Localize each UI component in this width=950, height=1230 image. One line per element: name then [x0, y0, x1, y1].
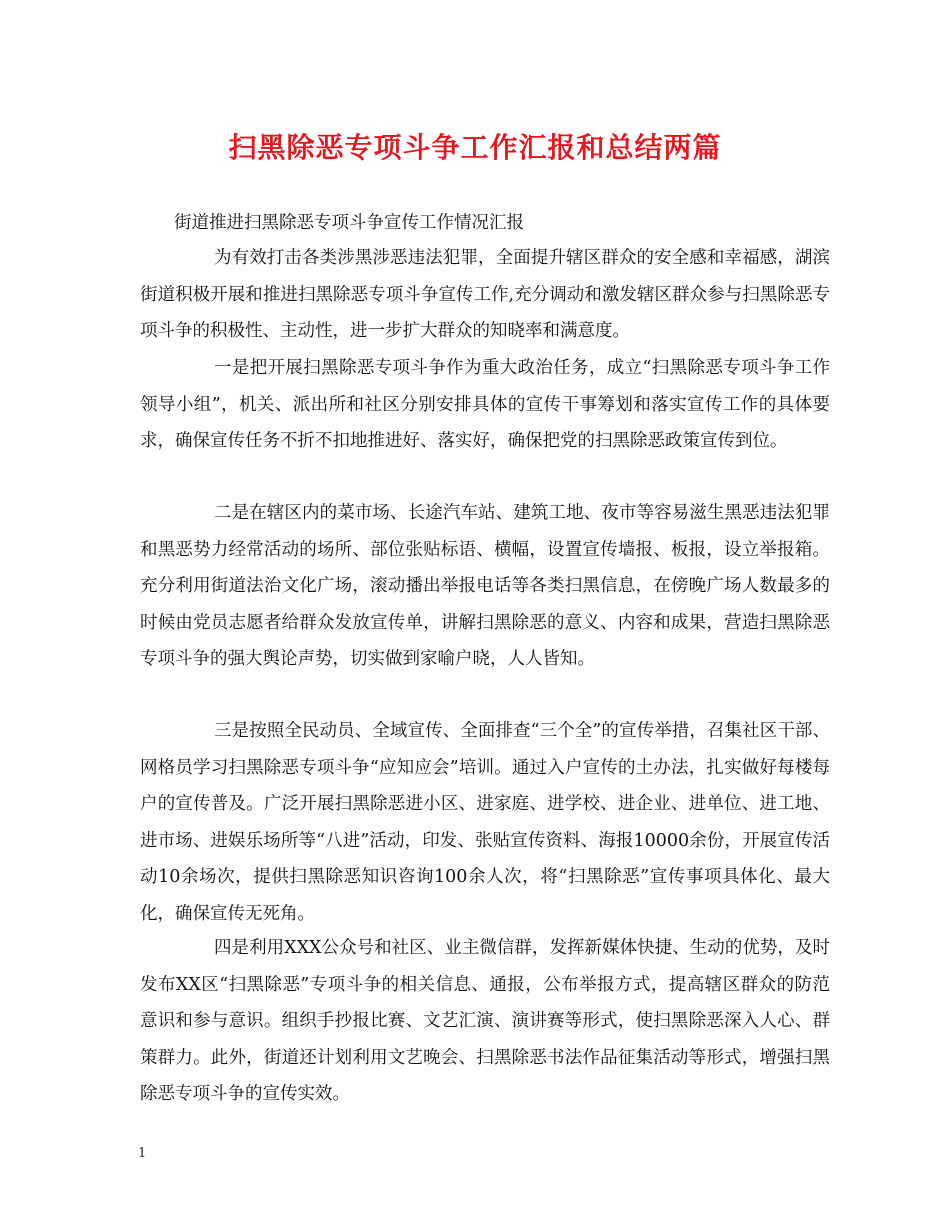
- paragraph-two: 二是在辖区内的菜市场、长途汽车站、建筑工地、夜市等容易滋生黑恶违法犯罪和黑恶势力经常活动的场所、部位张贴标语、横幅，设置宣传墙报、板报，设立举报箱。充分利用街道法治文化广场，滚动播出举报电话等各类扫黑信息，在傍晚广场人数最多的时候由党员志愿者给群众发放宣传单，讲解扫黑除恶的意义、内容和成果，营造扫黑除恶专项斗争的强大舆论声势，切实做到家喻户晓，人人皆知。: [140, 503, 830, 669]
- report-subtitle: 街道推进扫黑除恶专项斗争宣传工作情况汇报: [174, 213, 524, 233]
- paragraph-four: 四是利用XXX公众号和社区、业主微信群，发挥新媒体快捷、生动的优势，及时发布XX区“扫黑除恶”专项斗争的相关信息、通报，公布举报方式，提高辖区群众的防范意识和参与意识。组织手抄报比赛、文艺汇演、演讲赛等形式，使扫黑除恶深入人心、群策群力。此外，街道还计划利用文艺晚会、扫黑除恶书法作品征集活动等形式，增强扫黑除恶专项斗争的宣传实效。: [140, 938, 830, 1104]
- paragraph-intro: 为有效打击各类涉黑涉恶违法犯罪，全面提升辖区群众的安全感和幸福感，湖滨街道积极开展和推进扫黑除恶专项斗争宣传工作,充分调动和激发辖区群众参与扫黑除恶专项斗争的积极性、主动性，进一步扩大群众的知晓率和满意度。: [140, 248, 830, 341]
- page-number: 1: [138, 1146, 147, 1161]
- document-title: 扫黑除恶专项斗争工作汇报和总结两篇: [228, 131, 722, 164]
- paragraph-three: 三是按照全民动员、全域宣传、全面排查“三个全”的宣传举措，召集社区干部、网格员学习扫黑除恶专项斗争“应知应会”培训。通过入户宣传的土办法，扎实做好每楼每户的宣传普及。广泛开展扫黑除恶进小区、进家庭、进学校、进企业、进单位、进工地、进市场、进娱乐场所等“八进”活动，印发、张贴宣传资料、海报10000余份，开展宣传活动10余场次，提供扫黑除恶知识咨询100余人次，将“扫黑除恶”宣传事项具体化、最大化，确保宣传无死角。: [140, 721, 830, 924]
- paragraph-one: 一是把开展扫黑除恶专项斗争作为重大政治任务，成立“扫黑除恶专项斗争工作领导小组”，机关、派出所和社区分别安排具体的宣传干事筹划和落实宣传工作的具体要求，确保宣传任务不折不扣地推进好、落实好，确保把党的扫黑除恶政策宣传到位。: [140, 358, 830, 451]
